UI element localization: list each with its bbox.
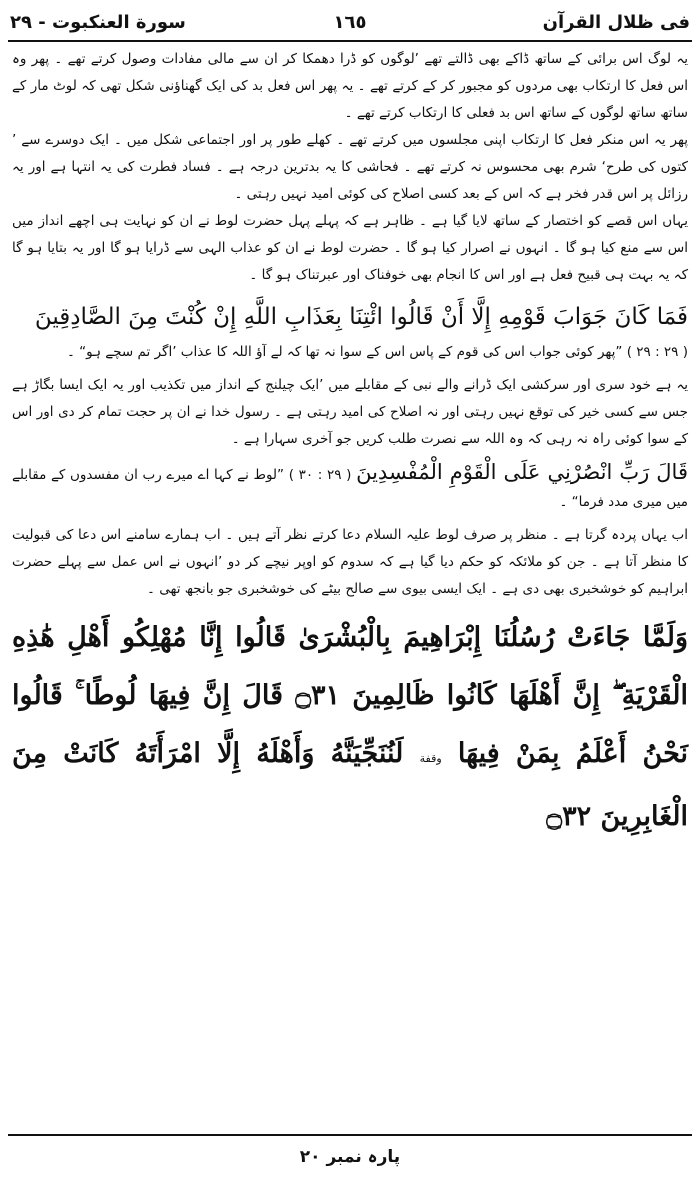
verse-1-translation-line (12, 339, 688, 366)
paragraph-4: یہ ہے خود سری اور سرکشی ایک ڈرانے والے نبی کے مقابلے میں ’ایک چیلنج کے انداز میں تکذیب اور یہ ایک ایسا بگاڑ ہے جس سے کسی خیر کی توقع نہیں رہتی اور نہ اصلاح کی امید رہتی ہے ۔ رسول خدا نے ان پر حجت تمام کر دی اور اس کے سوا کوئی راہ نہ رہی کہ وہ اللہ سے نصرت طلب کریں جو آخری سہارا ہے ۔ (12, 377, 688, 447)
large-verse (12, 609, 688, 846)
large-verse-text-2: لَنُنَجِّيَنَّهُ وَأَهْلَهُ إِلَّا امْرَأَتَهُ كَانَتْ مِنَ الْغَابِرِينَ ۝٣٢ (12, 738, 688, 832)
verse-2-arabic: قَالَ رَبِّ انْصُرْنِي عَلَى الْقَوْمِ الْمُفْسِدِينَ (356, 460, 688, 484)
verse-1-reference: ( ٢٩ : ٢٩ ) (626, 344, 688, 360)
large-verse-text: وَلَمَّا جَاءَتْ رُسُلُنَا إِبْرَاهِيمَ بِالْبُشْرَىٰ قَالُوا إِنَّا مُهْلِكُو أَهْلِ هَٰذِهِ الْقَرْيَةِ ۖ إِنَّ أَهْلَهَا كَانُوا ظَالِمِينَ ۝٣١ قَالَ إِنَّ فِيهَا لُوطًا ۚ قَالُوا نَحْنُ أَعْلَمُ بِمَنْ فِيهَا (12, 622, 689, 769)
book-title: فی ظلال القرآن (542, 11, 690, 33)
page-header (10, 4, 690, 40)
verse-2-reference: ( ٢٩ : ٣٠ ) (288, 467, 352, 483)
verse-1-arabic: فَمَا كَانَ جَوَابَ قَوْمِهِ إِلَّا أَنْ قَالُوا ائْتِنَا بِعَذَابِ اللَّهِ إِنْ كُنْتَ مِنَ الصَّادِقِينَ (34, 304, 688, 330)
paragraph-2: پھر یہ اس منکر فعل کا ارتکاب اپنی مجلسوں میں کرتے تھے ۔ کھلے طور پر اور اجتماعی شکل میں ۔ ایک دوسرے سے ’ کتوں کی طرح‘ شرم بھی محسوس نہ کرتے تھے ۔ فحاشی کا یہ بدترین درجہ ہے ۔ فساد فطرت کی یہ انتہا ہے اور یہ رزائل پر اس قدر فخر ہے کہ اس کے بعد کسی اصلاح کی کوئی امید نہیں رہتی ۔ (12, 132, 688, 202)
paragraph-3: یہاں اس قصے کو اختصار کے ساتھ لایا گیا ہے ۔ ظاہر ہے کہ پہلے پہل حضرت لوط نے ان کو نہایت ہی اچھے انداز میں اس سے منع کیا ہو گا ۔ انہوں نے اصرار کیا ہو گا ۔ حضرت لوط نے ان کو عذاب الہی سے ڈرایا ہو گا اور یہ بتایا ہو گا کہ یہ بہت ہی قبیح فعل ہے اور اس کا انجام بھی خوفناک اور عبرتناک ہو گا ۔ (12, 213, 688, 283)
para-number-footer: پارہ نمبر ٢٠ (299, 1147, 401, 1167)
pause-mark: وقفة (419, 752, 442, 765)
paragraph-1: یہ لوگ اس برائی کے ساتھ ڈاکے بھی ڈالتے تھے ’لوگوں کو ڈرا دھمکا کر ان سے مالی مفادات وصول کرتے تھے ۔ پھر وہ اس فعل کا ارتکاب بھی مردوں کو مجبور کر کے کرتے تھے ۔ یہ پھر اس فعل بد کی ایک گھناؤنی شکل تھی کہ لوٹ مار کے ساتھ ساتھ لوگوں کے ساتھ اس بد فعلی کا ارتکاب کرتے تھے ۔ (12, 51, 688, 121)
body-text (12, 46, 688, 846)
footer-rule (8, 1134, 692, 1136)
verse-2-line (12, 459, 688, 516)
header-rule (8, 40, 692, 42)
page-number: ١٦٥ (333, 11, 367, 33)
paragraph-5: اب یہاں پردہ گرتا ہے ۔ منظر پر صرف لوط علیہ السلام دعا کرتے نظر آتے ہیں ۔ اب ہمارے سامنے اس دعا کی قبولیت کا منظر آتا ہے ۔ جن کو ملائکہ کو حکم دیا گیا ہے کہ سدوم کو اوپر نیچے کر دو ’انہوں نے اس عمل سے پہلے حضرت ابراہیم کو خوشخبری بھی دی ہے ۔ ایک ایسی بیوی سے صالح بیٹے کی خوشخبری جو بانجھ تھی ۔ (12, 527, 688, 597)
verse-2-translation: ”لوط نے کہا اے میرے رب ان مفسدوں کے مقابلے میں میری مدد فرما“ ۔ (12, 467, 688, 510)
surah-reference: سورة العنکبوت - ٢٩ (10, 11, 186, 33)
verse-1-translation: ”پھر کوئی جواب اس کی قوم کے پاس اس کے سوا نہ تھا کہ لے آؤ اللہ کا عذاب ’اگر تم سچے ہو“ ۔ (66, 344, 623, 360)
